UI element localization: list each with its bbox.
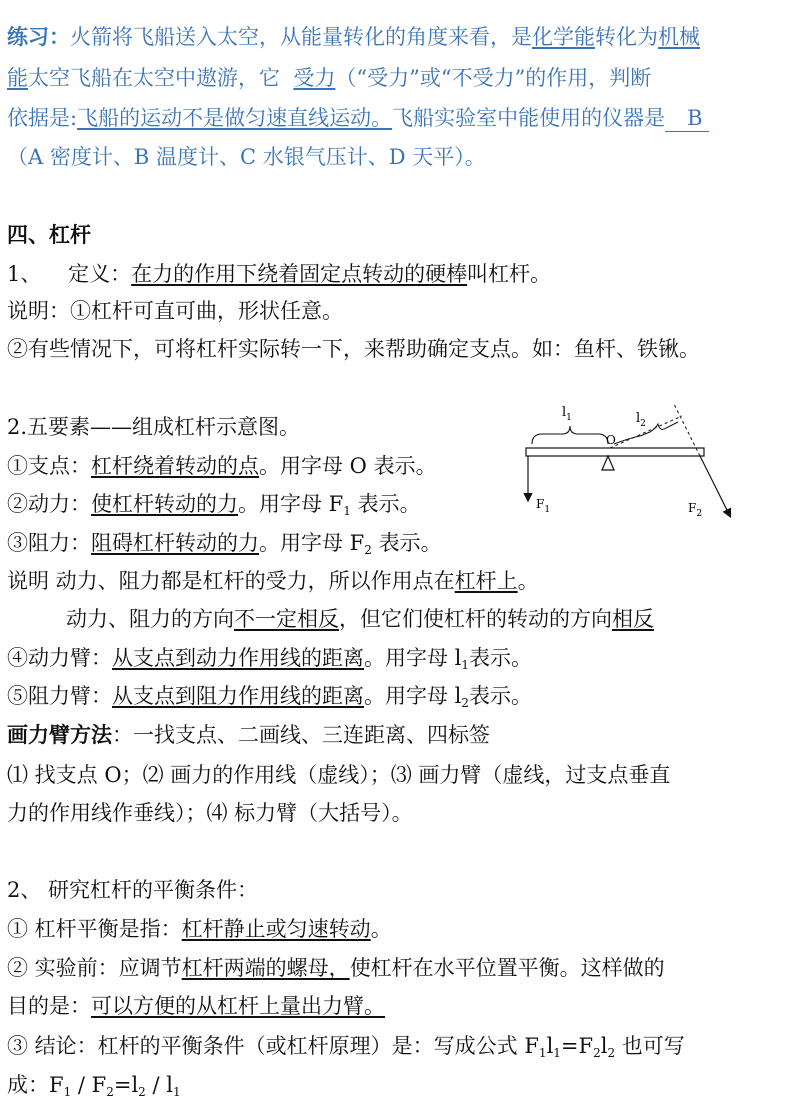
label-l2: $l_2$ <box>636 411 646 429</box>
text: 表示。 <box>371 531 442 555</box>
text: ④动力臂： <box>7 646 112 670</box>
balance-def: 杠杆静止或匀速转动 <box>181 917 371 941</box>
balance-line-4 <box>7 1033 685 1066</box>
text: 使杠杆在水平位置平衡。这样做的 <box>349 956 665 980</box>
note-line-1: 说明：①杠杆可直可曲，形状任意。 <box>7 299 343 323</box>
subscript: 1 <box>343 504 351 518</box>
resistance-arm-line <box>7 683 532 716</box>
text: 表示。 <box>469 646 533 670</box>
definition-underlined: 在力的作用下绕着固定点转动的硬棒 <box>131 262 468 286</box>
text: 表示。 <box>469 684 533 708</box>
method-line-2: 力的作用线作垂线）；⑷ 标力臂（大括号）。 <box>7 801 413 825</box>
explain-line-2 <box>66 606 654 632</box>
resistance-def: 阻碍杠杆转动的力 <box>91 531 259 555</box>
subscript: 1 <box>172 1085 181 1099</box>
balance-title: 2、 研究杠杆的平衡条件： <box>7 878 259 902</box>
subscript: 2 <box>461 696 470 710</box>
answer-mechanical: 机械 <box>658 25 700 49</box>
five-elements-title: 2.五要素——组成杠杆示意图。 <box>7 415 301 439</box>
answer-reason: 飞船的运动不是做匀速直线运动。 <box>77 106 393 130</box>
balance-line-5 <box>7 1072 181 1105</box>
lever-bar <box>526 448 704 456</box>
text: 目的是： <box>7 994 91 1018</box>
text: （A 密度计、B 温度计、C 水银气压计、D 天平）。 <box>7 145 486 169</box>
text: 表示。 <box>350 492 421 516</box>
subscript: 2 <box>106 1085 114 1099</box>
text: ①支点： <box>7 454 91 478</box>
subscript: 2 <box>607 1046 616 1060</box>
balance-line-2 <box>7 955 665 981</box>
fulcrum-def: 杠杆绕着转动的点 <box>91 454 259 478</box>
subscript: 1 <box>553 1046 561 1060</box>
text: 也可写 <box>615 1034 685 1058</box>
practice-line-4 <box>7 144 486 170</box>
text: 定义： <box>68 262 132 286</box>
section-heading: 四、杠杆 <box>7 222 91 247</box>
text: ⑤阻力臂： <box>7 684 112 708</box>
text: 。用字母 F <box>238 492 344 516</box>
subscript: 2 <box>593 1046 601 1060</box>
power-arm-line <box>7 645 532 678</box>
fulcrum-line <box>7 453 437 479</box>
not-opposite: 不一定相反 <box>234 607 339 631</box>
method-label: 画力臂方法 <box>7 722 112 747</box>
answer-instrument: B <box>665 105 708 132</box>
practice-line-3 <box>7 105 709 132</box>
text: l <box>600 1034 608 1058</box>
text: 。 <box>370 917 392 941</box>
label-l1: $l_1$ <box>562 405 572 423</box>
label-f2: $F_2$ <box>688 501 703 519</box>
practice-line-1 <box>7 24 700 50</box>
text: ，但它们使杠杆的转动的方向 <box>339 607 612 631</box>
note-line-2: ②有些情况下，可将杠杆实际转一下，来帮助确定支点。如：鱼杆、铁锹。 <box>7 337 700 361</box>
text: 成：F <box>7 1073 64 1097</box>
text: / F <box>71 1073 107 1097</box>
balance-line-3 <box>7 993 385 1019</box>
text: 转化为 <box>595 25 658 49</box>
text: 说明 动力、阻力都是杠杆的受力，所以作用点在 <box>7 569 455 593</box>
subscript: 2 <box>364 543 372 557</box>
resistance-arm-def: 从支点到阻力作用线的距离 <box>112 684 364 708</box>
text: ③阻力： <box>7 531 91 555</box>
l2-arm <box>610 416 682 448</box>
f2-arrow <box>700 456 730 516</box>
on-lever: 杠杆上 <box>454 569 518 593</box>
subscript: 1 <box>461 658 470 672</box>
text: ① 杠杆平衡是指： <box>7 917 182 941</box>
text: （“受力”或“不受力”的作用，判断 <box>335 66 652 90</box>
text: l <box>546 1034 554 1058</box>
text: / l <box>145 1073 173 1097</box>
fulcrum-triangle <box>602 456 614 470</box>
balance-line-1 <box>7 916 392 942</box>
text: 。用字母 l <box>364 684 462 708</box>
purpose: 可以方便的从杠杆上量出力臂。 <box>91 994 385 1018</box>
adjust-nuts: 杠杆两端的螺母， <box>181 956 350 980</box>
resistance-line <box>7 530 442 563</box>
power-def: 使杠杆转动的力 <box>91 492 238 516</box>
text: ② 实验前：应调节 <box>7 956 182 980</box>
text: 火箭将飞船送入太空，从能量转化的角度来看，是 <box>70 25 532 49</box>
text: ：一找支点、二画线、三连距离、四标签 <box>112 723 490 747</box>
power-line <box>7 491 421 524</box>
answer-force: 受力 <box>293 66 336 90</box>
l2-brace <box>614 422 678 444</box>
explain-line-1 <box>7 568 539 594</box>
l1-brace <box>532 426 608 444</box>
opposite: 相反 <box>612 607 654 631</box>
text: 。 <box>517 569 539 593</box>
practice-label: 练习： <box>7 24 70 49</box>
text: 叫杠杆。 <box>467 262 552 286</box>
text: =l <box>113 1073 139 1097</box>
method-title <box>7 722 490 748</box>
text: 动力、阻力的方向 <box>66 607 234 631</box>
answer-energy: 能 <box>7 66 28 90</box>
lever-diagram <box>518 398 742 520</box>
power-arm-def: 从支点到动力作用线的距离 <box>112 646 364 670</box>
label-f1: $F_1$ <box>536 497 551 515</box>
subscript: 2 <box>138 1085 146 1099</box>
text: 依据是: <box>7 106 78 130</box>
text: 。用字母 O 表示。 <box>259 454 437 478</box>
definition-line <box>7 261 551 287</box>
text: ③ 结论：杠杆的平衡条件（或杠杆原理）是：写成公式 F <box>7 1034 539 1058</box>
label-o: O <box>606 433 616 447</box>
subscript: 1 <box>63 1085 72 1099</box>
text: 飞船实验室中能使用的仪器是 <box>392 106 666 130</box>
text: 1、 <box>7 262 42 286</box>
text: 太空飞船在太空中遨游，它 <box>28 66 280 90</box>
text: 。用字母 l <box>364 646 462 670</box>
text: =F <box>560 1034 594 1058</box>
answer-chemical-energy: 化学能 <box>532 25 595 49</box>
method-line-1: ⑴ 找支点 O；⑵ 画力的作用线（虚线）；⑶ 画力臂（虚线，过支点垂直 <box>7 763 671 787</box>
text: 。用字母 F <box>259 531 365 555</box>
text: ②动力： <box>7 492 91 516</box>
practice-line-2 <box>7 65 651 91</box>
subscript: 1 <box>538 1046 547 1060</box>
